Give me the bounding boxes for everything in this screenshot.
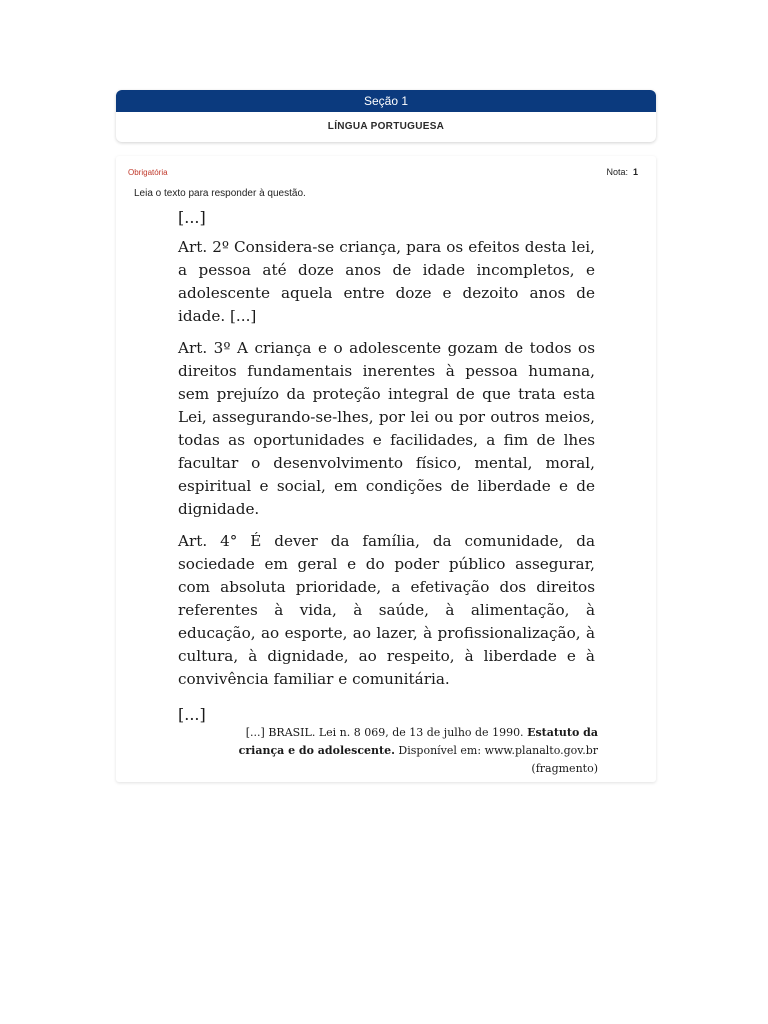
section-subtitle: LÍNGUA PORTUGUESA: [327, 121, 445, 132]
question-instruction: Leia o texto para responder à questão.: [134, 188, 306, 199]
section-card: [116, 90, 656, 142]
required-label: Obrigatória: [128, 168, 168, 177]
excerpt-ellipsis-end: [...]: [178, 705, 206, 724]
source-citation: [198, 724, 598, 778]
text-excerpt: [178, 206, 595, 732]
citation-title: Estatuto da criança e do adolescente.: [238, 726, 598, 757]
section-title: Seção 1: [116, 90, 656, 112]
excerpt-ellipsis-start: [...]: [178, 208, 206, 227]
grade-label: Nota:: [606, 167, 628, 177]
question-card: [116, 156, 656, 782]
excerpt-paragraph-art2: Art. 2º Considera-se criança, para os efeitos desta lei, a pessoa até doze anos de idade incompletos, e adolescente aquela entre doze e dezoito anos de idade. [...]: [178, 238, 595, 325]
excerpt-paragraph-art4: Art. 4° É dever da família, da comunidade, da sociedade em geral e do poder público assegurar, com absoluta prioridade, a efetivação dos direitos referentes à vida, à saúde, à alimentação, à educação, ao esporte, ao lazer, à profissionalização, à cultura, à dignidade, ao respeito, à liberdade e à convivência familiar e comunitária.: [178, 532, 595, 688]
grade: [606, 167, 638, 177]
excerpt-paragraph-art3: Art. 3º A criança e o adolescente gozam de todos os direitos fundamentais inerentes à pessoa humana, sem prejuízo da proteção integral de que trata esta Lei, assegurando-se-lhes, por lei ou por outros meios, todas as oportunidades e facilidades, a fim de lhes facultar o desenvolvimento físico, mental, moral, espiritual e social, em condições de liberdade e de dignidade.: [178, 339, 595, 518]
citation-suffix: Disponível em: www.planalto.gov.br (fragmento): [394, 744, 598, 775]
citation-prefix: [...] BRASIL. Lei n. 8 069, de 13 de julho de 1990.: [245, 726, 528, 739]
grade-value: 1: [632, 167, 638, 177]
